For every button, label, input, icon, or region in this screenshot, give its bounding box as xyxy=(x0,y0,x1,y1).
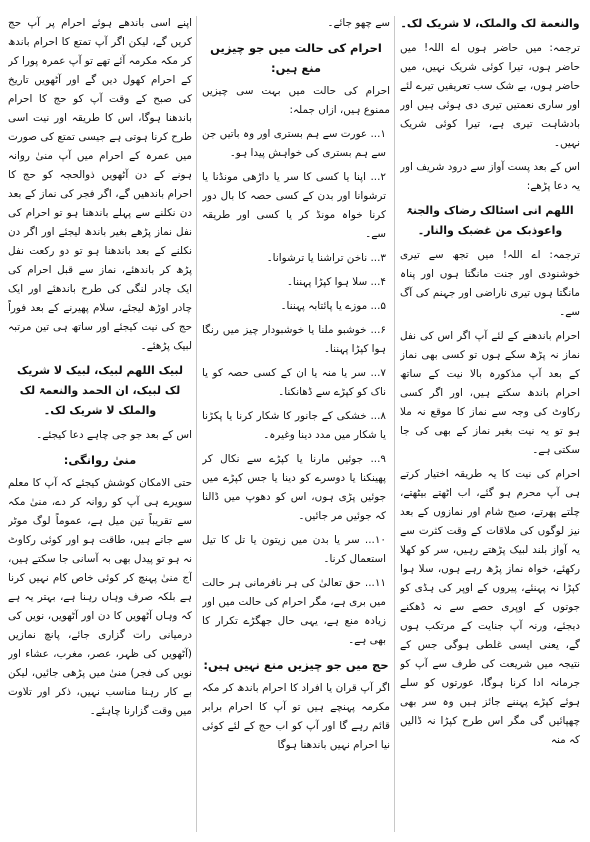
list-item: ۷... سر یا منہ یا ان کے کسی حصہ کو یا ناک کو کپڑے سے ڈھانکنا۔ xyxy=(202,367,386,398)
list-item: ۶... خوشبو ملنا یا خوشبودار چیز میں رنگا ہوا کپڑا پہننا۔ xyxy=(202,324,386,355)
column-divider xyxy=(196,16,197,832)
list-item: ۸... خشکی کے جانور کا شکار کرنا یا پکڑنا یا شکار میں مدد دینا وغیرہ۔ xyxy=(202,410,386,441)
paragraph: سے چھو جائے۔ xyxy=(327,17,390,29)
list-item: ۳... ناخن تراشنا یا ترشوانا۔ xyxy=(266,252,386,264)
paragraph: احرام باندھنے کے لئے آپ اگر اس کی نفل نماز نہ پڑھ سکے ہوں تو کسی بھی نماز کے بعد آپ مذکورہ بالا نیت کے ساتھ احرام باندھ سکتے ہیں، اور اگر کسی رکاوٹ کی وجہ سے نماز کا موقع نہ ملا ہو تو یہ نیت بغیر نماز کے بھی کی جا سکتی ہے۔ xyxy=(400,330,580,456)
list-item: ۴... سلا ہوا کپڑا پہننا۔ xyxy=(286,276,386,288)
column-right xyxy=(400,14,580,834)
paragraph: اس کے بعد جو جی چاہے دعا کیجئے۔ xyxy=(36,429,192,441)
paragraph: ترجمہ: اے اللہ! میں تجھ سے تیری خوشنودی اور جنت مانگتا ہوں اور پناہ مانگتا ہوں تیری ناراضی اور جہنم کی آگ سے۔ xyxy=(400,249,580,318)
paragraph: اپنے اسی باندھے ہوئے احرام پر آپ حج کریں گے، لیکن اگر آپ تمتع کا احرام باندھ کر مکہ مکرمہ آئے تھے تو آپ عمرہ پورا کر کے احرام کھول دیں گے اور آٹھویں تاریخ کی صبح کے وقت آپ کو حج کا احرام باندھنا ہوگا، اس کا طریقہ اور نیت اسی طرح کرنا ہوتی ہے جیسی تمتع کی صورت میں عمرہ کے احرام میں آپ منیٰ روانہ ہونے کے دن آٹھویں ذوالحجہ کو حج کا احرام باندھیں گے، اگر فجر کی نماز کے بعد دن نکلنے سے پہلے باندھنا ہو تو احرام کی نفل نماز پڑھے بغیر باندھ لیجئے اور اگر دن نکلنے کے بعد باندھنا ہو تو دو رکعت نفل پڑھ کر باندھئے، نماز سے قبل احرام کی ایک چادر لنگی کی طرح باندھئے اور ایک چادر اوڑھ لیجئے، سلام پھیرنے کے بعد فوراً حج کی نیت کیجئے اور ساتھ ہی تین مرتبہ لبیک پڑھئے۔ xyxy=(8,17,192,352)
paragraph: احرام کی حالت میں بہت سی چیزیں ممنوع ہیں، ازاں جملہ: xyxy=(202,85,390,116)
arabic-quote: لبیک اللھم لبیک، لبیک لا شریک لک لبیک، ان الحمد والنعمۃ لک والملک لا شریک لک۔ xyxy=(17,364,183,417)
section-heading: منیٰ روانگی: xyxy=(63,453,137,467)
paragraph: اگر آپ قران یا افراد کا احرام باندھ کر مکہ مکرمہ پہنچے ہیں تو آپ کا احرام برابر قائم رہے گا اور آپ کو اب حج کے لئے کوئی نیا احرام نہیں باندھنا ہوگا xyxy=(202,682,390,751)
list-item: ۹... جوئیں مارنا یا کپڑے سے نکال کر پھینکنا یا دوسرے کو دینا یا جس کپڑے میں جوئیں پڑی ہوں، اس کو دھوپ میں ڈالنا کہ جوئیں مر جائیں۔ xyxy=(202,453,386,522)
list-item: ۱۱... حق تعالیٰ کی ہر نافرمانی ہر حالت میں بری ہے، مگر احرام کی حالت میں اور زیادہ منع ہے، یہی حال جھگڑے تکرار کا بھی ہے۔ xyxy=(202,577,386,646)
column-divider xyxy=(394,16,395,832)
list-item: ۲... اپنا یا کسی کا سر یا داڑھی مونڈنا یا ترشوانا اور بدن کے کسی حصہ کا بال دور کرنا خواہ مونڈ کر یا کسی اور طریقہ سے۔ xyxy=(202,171,386,240)
list-item: ۱۰... سر یا بدن میں زیتون یا تل کا تیل استعمال کرنا۔ xyxy=(202,534,386,565)
list-item: ۱... عورت سے ہم بستری اور وہ باتیں جن سے ہم بستری کی خواہش پیدا ہو۔ xyxy=(202,128,386,159)
arabic-quote: اللھم انی اسئالک رضاک والجنۃ واعوذبک من غضبک والنار۔ xyxy=(406,204,574,237)
column-middle xyxy=(202,14,390,834)
arabic-quote: والنعمة لک والملک، لا شریک لک۔ xyxy=(400,17,580,30)
list-item: ۵... موزے یا پائتابہ پہننا۔ xyxy=(280,300,386,312)
paragraph: ترجمہ: میں حاضر ہوں اے اللہ! میں حاضر ہوں، تیرا کوئی شریک نہیں، میں حاضر ہوں، بے شک سب تعریفیں تیرے لئے اور ساری نعمتیں تیری دی ہوئی ہیں اور بادشاہت تیری ہے، تیرا کوئی شریک نہیں۔ xyxy=(400,42,580,149)
paragraph: اس کے بعد پست آواز سے درود شریف اور یہ دعا پڑھے: xyxy=(400,161,580,192)
section-heading: حج میں جو چیزیں منع نہیں ہیں: xyxy=(203,658,389,672)
column-left xyxy=(8,14,192,834)
paragraph: احرام کی نیت کا یہ طریقہ اختیار کرتے ہی آپ محرم ہو گئے، اب اٹھتے بیٹھتے، چلتے پھرتے، صبح شام اور نمازوں کے بعد نیز لوگوں کی ملاقات کے وقت کثرت سے یہ آواز بلند لبیک پڑھتے رہیں، سر کو کھلا رکھئے، خواہ نماز پڑھ رہے ہوں، سلا ہوا کپڑا نہ پہنئے، پیروں کے اوپر کی ہڈی کو جوتوں کے اوپری حصے سے نہ ڈھکنے دیجئے، ورنہ آپ جنایت کے مرتکب ہوں گے، یعنی ایسی غلطی ہوگی جس کے نتیجہ میں شریعت کی طرف سے آپ کو جرمانہ ادا کرنا ہوگا، عورتوں کو سلے ہوئے کپڑے پہننے جائز ہیں وہ سر بھی چھپائیں گی مگر اس طرح کپڑا نہ ڈالیں کہ منہ xyxy=(400,468,580,746)
section-heading: احرام کی حالت میں جو چیزیں منع ہیں: xyxy=(210,41,382,75)
paragraph: حتی الامکان کوشش کیجئے کہ آپ کا معلم سویرے ہی آپ کو روانہ کر دے، منیٰ مکہ سے تقریباً تین میل ہے، عموماً لوگ موٹر سے جاتے ہیں، طاقت ہو اور کوئی رکاوٹ نہ ہو تو پیدل بھی بہ آسانی جا سکتے ہیں، آج منیٰ پہنچ کر کوئی خاص کام نہیں کرنا ہے بلکہ صرف وہاں رہنا ہے، بہتر یہ ہے کہ وہاں آٹھویں کا دن اور آٹھویں، نویں کی درمیانی رات گزاری جائے، پانچ نمازیں (آٹھویں کی ظہر، عصر، مغرب، عشاء اور نویں کی فجر) منیٰ میں پڑھی جائیں، لیکن بے کار رہنا مناسب نہیں، ذکر اور تلاوت میں وقت گزارنا چاہئے۔ xyxy=(8,477,192,717)
